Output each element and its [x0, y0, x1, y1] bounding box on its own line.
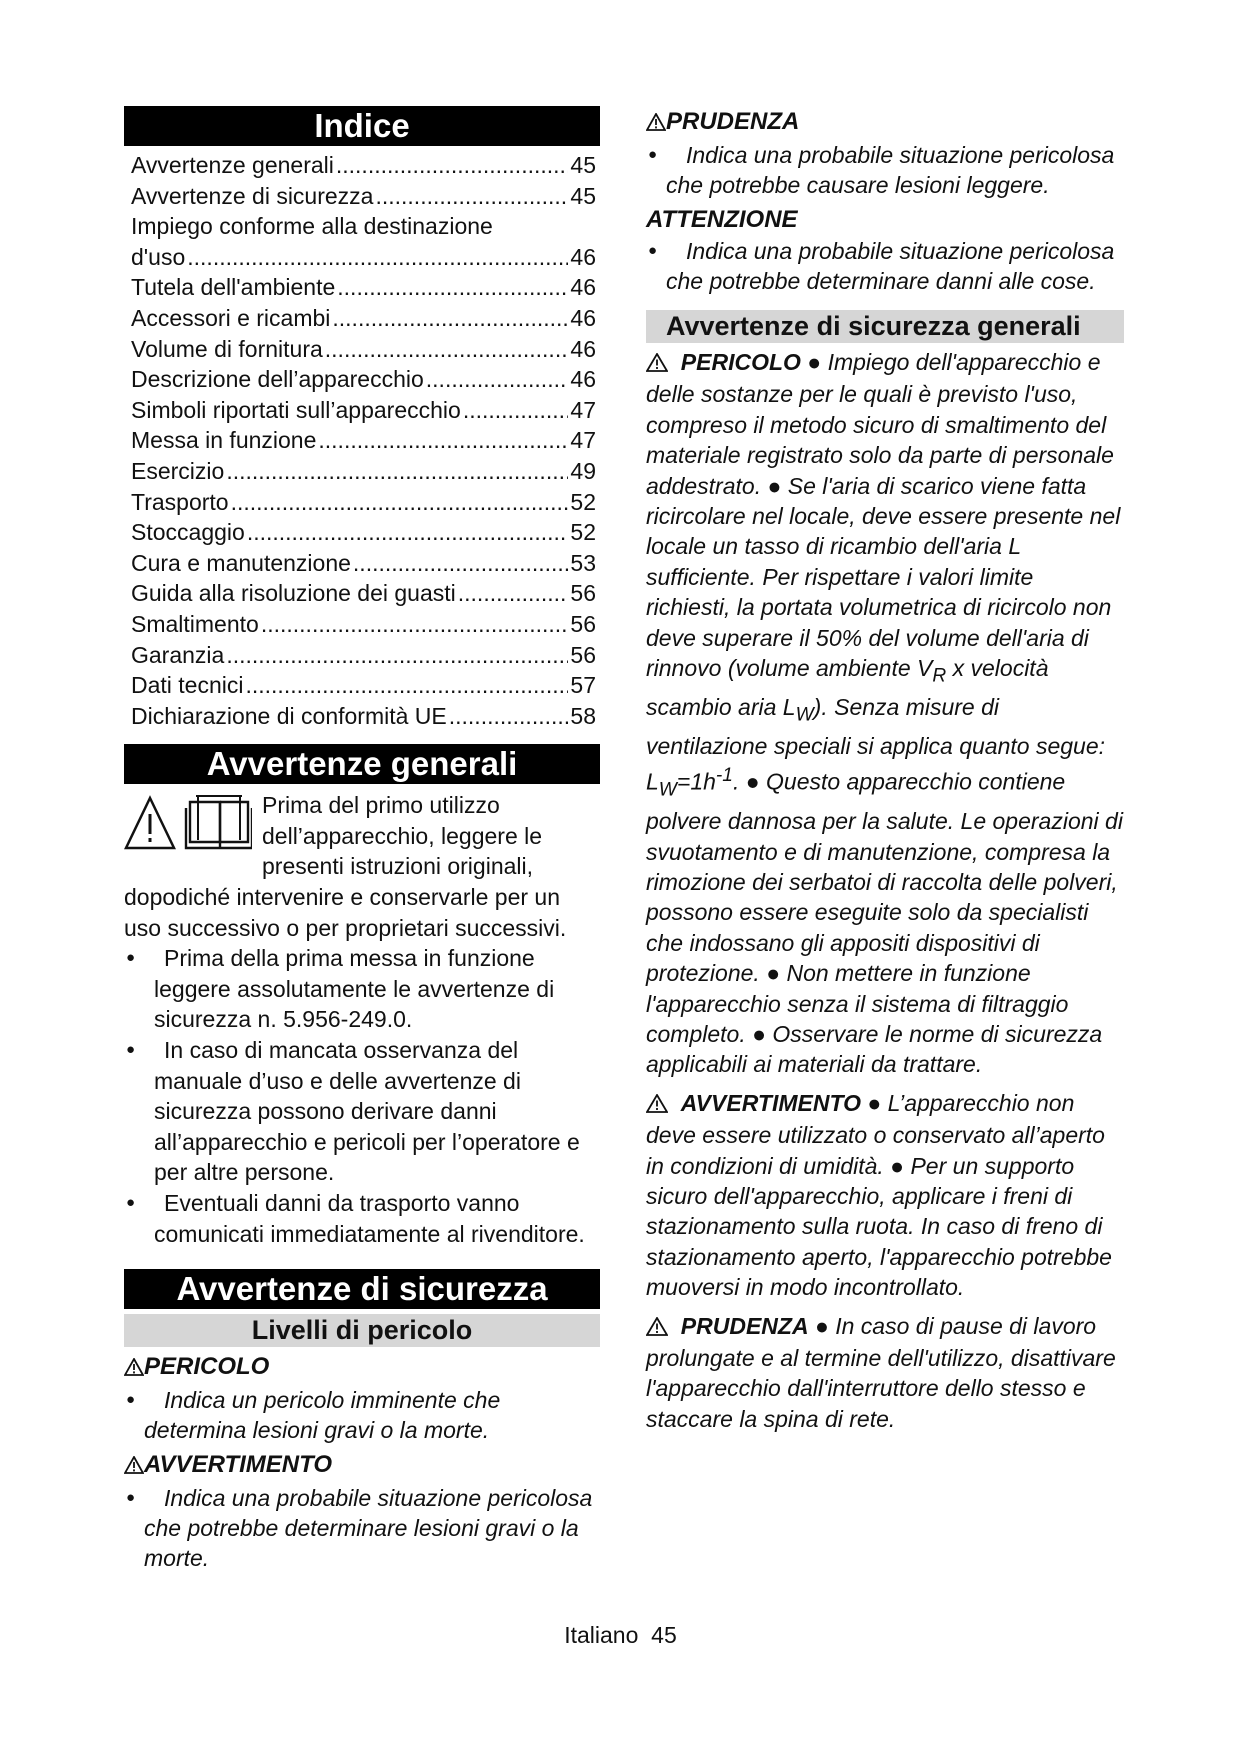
level-attenzione-title [646, 204, 1124, 236]
toc-dot-leader [336, 150, 569, 181]
toc-entry-page: 56 [570, 641, 596, 668]
warning-icon [646, 1090, 668, 1120]
warning-icon [646, 108, 666, 140]
toc-dot-leader [318, 425, 568, 456]
toc-dot-leader [261, 609, 569, 640]
toc-entry-page: 46 [570, 274, 596, 301]
toc-entry [131, 334, 596, 365]
toc-entry [131, 670, 596, 701]
general-bullets [124, 943, 600, 1249]
superscript-minus-one: -1 [715, 765, 733, 787]
toc-list [124, 150, 600, 731]
toc-entry-page: 46 [570, 366, 596, 393]
toc-dot-leader [187, 242, 568, 273]
general-intro [124, 790, 600, 943]
levels-heading: Livelli di pericolo [124, 1314, 600, 1347]
page-footer [0, 1622, 1241, 1649]
toc-dot-leader [375, 181, 568, 212]
level-desc: Indica una probabile situazione pericolosa che potrebbe causare lesioni leggere. [666, 142, 1115, 198]
toc-entry [131, 456, 596, 487]
toc-entry [131, 272, 596, 303]
toc-entry-title: Cura e manutenzione [131, 549, 351, 576]
toc-entry [131, 609, 596, 640]
toc-dot-leader [463, 395, 569, 426]
toc-entry [131, 548, 596, 579]
level-attenzione-text [646, 236, 1124, 296]
bullet-text: Prima della prima messa in funzione leggere assolutamente le avvertenze di sicurezza n. 5.956-249.0. [154, 945, 555, 1033]
toc-entry [131, 395, 596, 426]
footer-language: Italiano [564, 1622, 639, 1648]
toc-entry-title: Dati tecnici [131, 672, 244, 699]
toc-entry-page: 46 [570, 335, 596, 362]
subscript-w: W [795, 704, 814, 726]
toc-dot-leader [245, 670, 568, 701]
prudenza-label: PRUDENZA [680, 1312, 809, 1339]
toc-entry [131, 425, 596, 456]
toc-entry-title: Trasporto [131, 488, 229, 515]
subscript-w: W [658, 779, 677, 801]
pericolo-label: PERICOLO [680, 349, 801, 375]
warning-icon [646, 349, 668, 379]
pericolo-text-e: . ● Questo apparecchio contiene polvere dannosa per la salute. Le operazioni di svuotamento e di manutenzione, compresa la rimozione dei serbatoi di raccolta delle polveri, possono essere eseguite solo da specialisti che indossano gli appositi dispositivi di protezione. ● Non mettere in funzione l'apparecchio senza il sistema di filtraggio completo. ● Osservare le norme di sicurezza applicabili ai materiali da trattare. [646, 769, 1123, 1078]
toc-entry-page: 49 [570, 457, 596, 484]
pericolo-text-b: x velocità scambio aria L [646, 655, 1049, 721]
list-item [124, 1035, 600, 1188]
toc-entry-page: 45 [570, 152, 596, 178]
toc-entry-page: 53 [570, 549, 596, 576]
toc-entry-title: Esercizio [131, 457, 225, 484]
toc-entry-page: 56 [570, 610, 596, 637]
toc-entry-title: Tutela dell'ambiente [131, 274, 336, 301]
pericolo-text-d: =1h [676, 769, 716, 796]
left-column [124, 106, 600, 1573]
toc-entry-page: 46 [570, 304, 596, 331]
level-desc: Indica una probabile situazione pericolosa che potrebbe determinare danni alle cose. [666, 238, 1115, 294]
toc-dot-leader [449, 701, 569, 732]
toc-entry-page: 47 [570, 427, 596, 454]
toc-entry-page: 45 [570, 182, 596, 209]
warning-icon [124, 1353, 144, 1385]
toc-entry-title: Volume di fornitura [131, 335, 323, 362]
toc-entry [131, 303, 596, 334]
warning-manual-icon [124, 794, 252, 852]
avvertimento-label: AVVERTIMENTO [680, 1089, 861, 1116]
warning-and-manual-icons [124, 794, 252, 852]
toc-entry-page: 47 [570, 396, 596, 423]
level-pericolo-title [124, 1351, 600, 1385]
toc-dot-leader [226, 456, 568, 487]
toc-dot-leader [332, 303, 568, 334]
level-desc: Indica una probabile situazione pericolosa che potrebbe determinare lesioni gravi o la morte. [144, 1485, 593, 1572]
bullet-text: In caso di mancata osservanza del manuale d’uso e delle avvertenze di sicurezza possono derivare danni all’apparecchio e pericoli per l’operatore e per altre persone. [154, 1037, 580, 1186]
toc-dot-leader [226, 640, 568, 671]
toc-dot-leader [337, 272, 568, 303]
toc-dot-leader [353, 548, 568, 579]
level-name: ATTENZIONE [646, 206, 798, 233]
pericolo-paragraph [646, 347, 1124, 1080]
avvertimento-text: ● L’apparecchio non deve essere utilizzato o conservato all’aperto in condizioni di umidità. ● Per un supporto sicuro dell'apparecchio, applicare i freni di stazionamento sulla ruota. In caso di freno di stazionamento aperto, l'apparecchio potrebbe muoversi in modo incontrollato. [646, 1089, 1112, 1301]
toc-entry [131, 364, 596, 395]
right-column [646, 106, 1124, 1434]
avvertimento-paragraph [646, 1088, 1124, 1303]
general-safety-heading: Avvertenze di sicurezza generali [646, 310, 1124, 343]
prudenza-paragraph [646, 1311, 1124, 1435]
toc-heading: Indice [124, 106, 600, 146]
pericolo-text-a: ● Impiego dell'apparecchio e delle sostanze per le quali è previsto l'uso, compreso il metodo sicuro di smaltimento del materiale registrato solo da parte di personale addestrato. ● Se l'aria di scarico viene fatta ricircolare nel locale, deve essere presente nel locale un tasso di ricambio dell'aria L sufficiente. Per rispettare i valori limite richiesti, la portata volumetrica di ricircolo non deve superare il 50% del volume dell'aria di rinnovo (volume ambiente V [646, 349, 1121, 682]
toc-dot-leader [231, 487, 569, 518]
toc-entry-page: 46 [570, 243, 596, 270]
level-name: PRUDENZA [666, 108, 800, 135]
general-intro-text: Prima del primo utilizzo dell’apparecchio, leggere le presenti istruzioni originali, dopodiché intervenire e conservarle per un uso successivo o per proprietari successivi. [124, 792, 567, 941]
level-pericolo-text [124, 1385, 600, 1445]
toc-entry-title: Smaltimento [131, 610, 259, 637]
level-avvertimento-text [124, 1483, 600, 1573]
general-heading: Avvertenze generali [124, 744, 600, 784]
toc-entry [131, 487, 596, 518]
toc-entry-title: Messa in funzione [131, 427, 317, 454]
toc-entry [131, 640, 596, 671]
toc-entry-title: Stoccaggio [131, 519, 245, 546]
toc-entry-title: Accessori e ricambi [131, 304, 331, 331]
toc-entry-title: Garanzia [131, 641, 225, 668]
warning-icon [646, 1313, 668, 1343]
toc-entry-page: 57 [570, 672, 596, 699]
toc-entry [131, 701, 596, 732]
subscript-r: R [932, 665, 947, 687]
warning-icon [124, 1451, 144, 1483]
toc-entry [131, 517, 596, 548]
toc-entry [131, 181, 596, 212]
pericolo-text-c: ). Senza misure di ventilazione speciali si applica quanto segue: L [646, 694, 1106, 796]
toc-entry [131, 578, 596, 609]
list-item [124, 1188, 600, 1249]
toc-entry-title: Avvertenze di sicurezza [131, 182, 374, 209]
toc-entry [131, 150, 596, 181]
prudenza-text: ● In caso di pause di lavoro prolungate e al termine dell'utilizzo, disattivare l'apparecchio dall'interruttore dello stesso e staccare la spina di rete. [646, 1312, 1116, 1432]
toc-entry-title: Avvertenze generali [131, 152, 334, 178]
toc-dot-leader [247, 517, 569, 548]
bullet-text: Eventuali danni da trasporto vanno comunicati immediatamente al rivenditore. [154, 1190, 585, 1247]
toc-entry-page: 52 [570, 519, 596, 546]
footer-page-number: 45 [651, 1622, 677, 1648]
toc-entry-title: d'uso [131, 243, 186, 270]
toc-entry-line: Impiego conforme alla destinazione [131, 213, 493, 240]
safety-heading: Avvertenze di sicurezza [124, 1269, 600, 1309]
toc-dot-leader [325, 334, 569, 365]
level-prudenza-text [646, 140, 1124, 200]
toc-entry-page: 52 [570, 488, 596, 515]
toc-entry-page: 56 [570, 580, 596, 607]
level-avvertimento-title [124, 1449, 600, 1483]
level-prudenza-title [646, 106, 1124, 140]
level-name: AVVERTIMENTO [144, 1451, 333, 1479]
toc-entry-title: Dichiarazione di conformità UE [131, 702, 447, 729]
toc-dot-leader [458, 578, 569, 609]
toc-dot-leader [426, 364, 569, 395]
toc-entry-title: Descrizione dell’apparecchio [131, 366, 424, 393]
toc-entry-title: Simboli riportati sull’apparecchio [131, 396, 461, 423]
toc-entry-page: 58 [570, 702, 596, 729]
level-name: PERICOLO [144, 1353, 270, 1381]
level-desc: Indica un pericolo imminente che determina lesioni gravi o la morte. [144, 1387, 501, 1444]
list-item [124, 943, 600, 1035]
toc-entry [131, 242, 596, 273]
toc-entry-title: Guida alla risoluzione dei guasti [131, 580, 456, 607]
